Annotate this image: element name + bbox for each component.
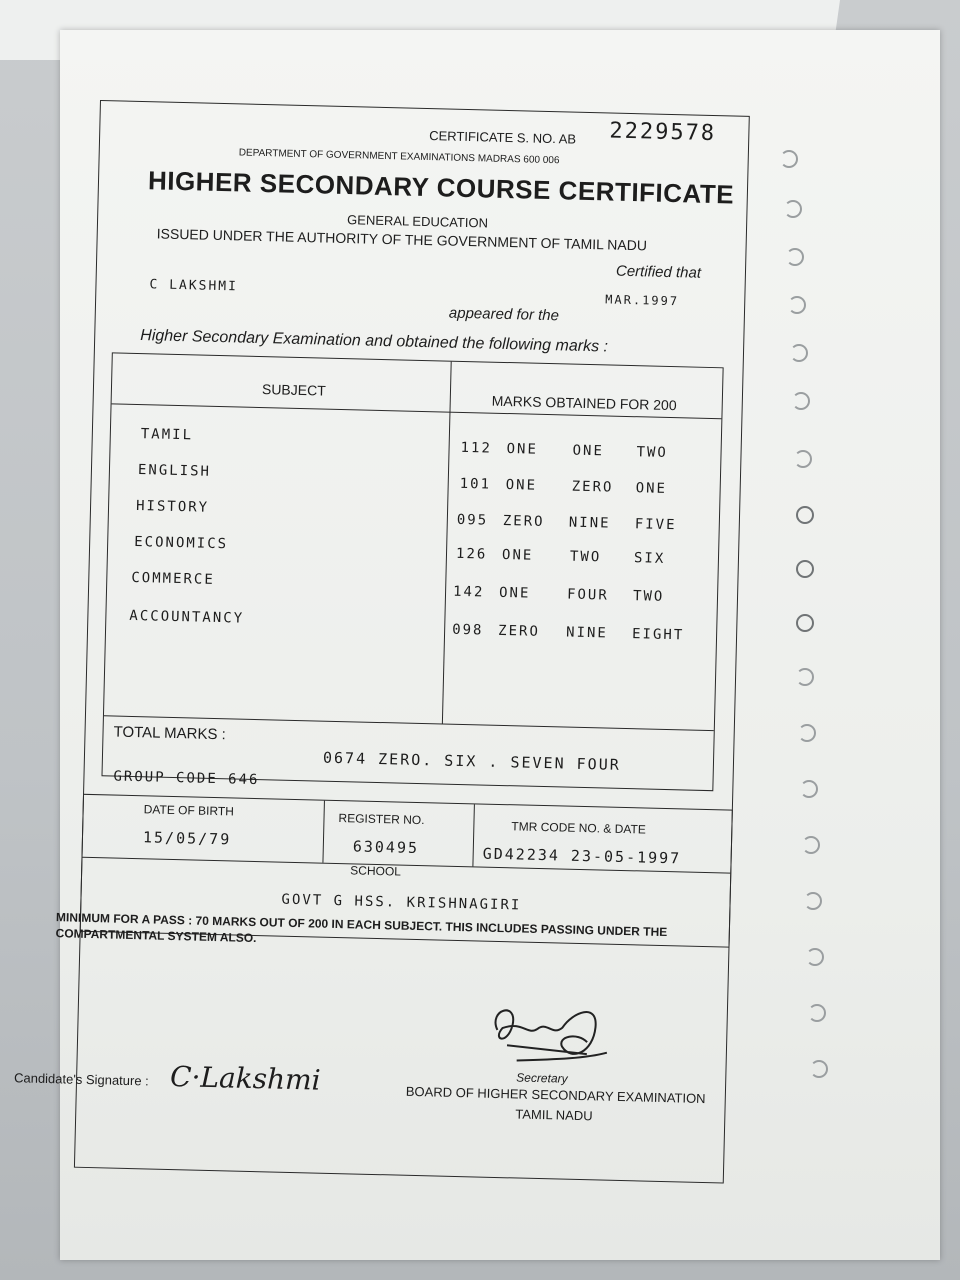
secretary-label: Secretary xyxy=(516,1070,568,1086)
mark-word: SIX xyxy=(633,550,666,567)
subject-name: HISTORY xyxy=(135,498,210,516)
minimum-pass-note: MINIMUM FOR A PASS : 70 MARKS OUT OF 200 IN EACH SUBJECT. THIS INCLUDES PASSING UNDER THE COMPARTMENTAL SYSTEM ALSO. xyxy=(55,910,668,946)
certificate xyxy=(13,100,750,1184)
binder-mark xyxy=(800,780,818,798)
binder-mark xyxy=(780,150,798,168)
header-subject: SUBJECT xyxy=(261,381,326,399)
table-divider xyxy=(472,804,475,866)
date-of-birth: 15/05/79 xyxy=(142,828,232,849)
mark-word: ZERO xyxy=(571,478,614,496)
mark-digits: 126 xyxy=(455,545,488,563)
subject-name: TAMIL xyxy=(140,426,194,444)
mark-word: TWO xyxy=(569,548,602,566)
signature-scribble xyxy=(476,990,628,1084)
tmr-label: TMR CODE NO. & DATE xyxy=(511,819,646,837)
group-code: GROUP CODE 646 xyxy=(113,768,260,789)
candidate-signature: C·Lakshmi xyxy=(169,1060,322,1097)
school-name: GOVT G HSS. KRISHNAGIRI xyxy=(281,891,522,914)
table-divider xyxy=(322,801,325,863)
binder-mark xyxy=(788,296,806,314)
appeared-text: appeared for the xyxy=(448,304,560,325)
binder-mark xyxy=(784,200,802,218)
table-divider xyxy=(442,362,452,724)
binder-mark xyxy=(802,836,820,854)
marks-table xyxy=(101,352,723,791)
binder-mark xyxy=(796,668,814,686)
binder-mark xyxy=(786,248,804,266)
mark-word: ZERO xyxy=(497,622,541,640)
department-line: DEPARTMENT OF GOVERNMENT EXAMINATIONS MADRAS 600 006 xyxy=(238,147,560,167)
mark-word: TWO xyxy=(632,588,665,605)
subject-name: ENGLISH xyxy=(137,462,212,480)
certificate-number: 2229578 xyxy=(609,118,717,147)
mark-word: TWO xyxy=(636,444,669,461)
school-label: SCHOOL xyxy=(350,863,402,879)
certificate-number-label: CERTIFICATE S. NO. AB xyxy=(429,128,577,147)
binder-mark xyxy=(798,724,816,742)
binder-mark xyxy=(796,614,814,632)
mark-word: NINE xyxy=(568,514,611,532)
mark-digits: 112 xyxy=(460,439,493,457)
candidate-signature-label: Candidate's Signature : xyxy=(13,1070,149,1089)
mark-word: EIGHT xyxy=(631,626,685,644)
mark-word: ONE xyxy=(498,584,531,602)
dob-label: DATE OF BIRTH xyxy=(143,802,235,819)
board-name: BOARD OF HIGHER SECONDARY EXAMINATION xyxy=(405,1083,706,1107)
binder-mark xyxy=(806,948,824,966)
candidate-name: C LAKSHMI xyxy=(149,277,239,295)
issued-authority: ISSUED UNDER THE AUTHORITY OF THE GOVERNMENT OF TAMIL NADU xyxy=(156,225,648,254)
mark-word: FOUR xyxy=(566,586,609,604)
certified-that: Certified that xyxy=(615,262,702,282)
mark-word: NINE xyxy=(565,624,609,642)
binder-mark xyxy=(808,1004,826,1022)
state-name: TAMIL NADU xyxy=(515,1106,593,1124)
mark-word: ONE xyxy=(506,441,539,458)
mark-word: ONE xyxy=(501,546,534,564)
register-label: REGISTER NO. xyxy=(338,811,425,828)
header-marks: MARKS OBTAINED FOR 200 xyxy=(491,392,677,414)
binder-mark xyxy=(796,560,814,578)
certificate-title: HIGHER SECONDARY COURSE CERTIFICATE xyxy=(147,165,735,210)
certificate-subtitle: GENERAL EDUCATION xyxy=(346,212,489,231)
mark-word: ZERO xyxy=(502,512,545,530)
tmr-code: GD42234 23-05-1997 xyxy=(482,844,682,868)
subject-name: ECONOMICS xyxy=(134,533,229,553)
mark-word: FIVE xyxy=(634,516,677,534)
binder-mark xyxy=(792,392,810,410)
mark-digits: 098 xyxy=(451,621,484,639)
binder-mark xyxy=(794,450,812,468)
subject-name: COMMERCE xyxy=(131,569,215,588)
mark-word: ONE xyxy=(572,442,605,460)
mark-digits: 101 xyxy=(459,475,492,493)
secretary-signature xyxy=(476,990,628,1084)
mark-word: ONE xyxy=(505,477,538,494)
exam-session: MAR.1997 xyxy=(605,292,680,309)
mark-digits: 095 xyxy=(456,511,489,529)
binder-mark xyxy=(790,344,808,362)
mark-digits: 142 xyxy=(452,583,485,601)
total-marks-value: 0674 ZERO. SIX . SEVEN FOUR xyxy=(322,748,621,774)
binder-mark xyxy=(796,506,814,524)
register-number: 630495 xyxy=(352,837,420,858)
mark-word: ONE xyxy=(635,480,668,497)
total-marks-label: TOTAL MARKS : xyxy=(113,723,226,744)
binder-mark xyxy=(810,1060,828,1078)
exam-statement: Higher Secondary Examination and obtained the following marks : xyxy=(140,327,609,356)
subject-name: ACCOUNTANCY xyxy=(129,607,245,627)
binder-mark xyxy=(804,892,822,910)
